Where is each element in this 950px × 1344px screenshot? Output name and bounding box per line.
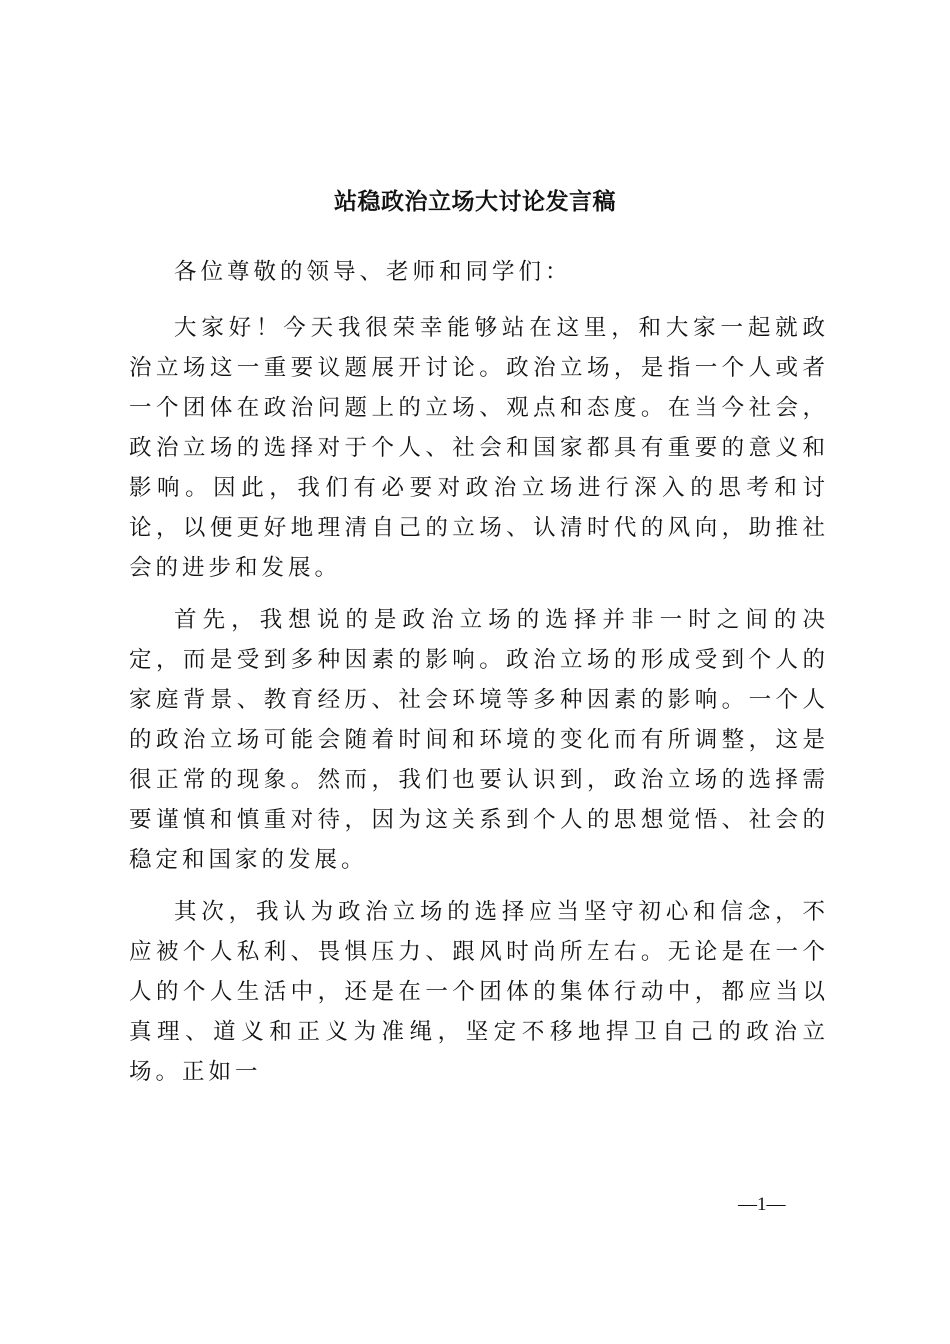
page-title: 站稳政治立场大讨论发言稿 — [334, 188, 616, 215]
paragraph-intro: 大家好！今天我很荣幸能够站在这里，和大家一起就政治立场这一重要议题展开讨论。政治立场，是指一个人或者一个团体在政治问题上的立场、观点和态度。在当今社会，政治立场的选择对于个人、社会和国家都具有重要的意义和影响。因此，我们有必要对政治立场进行深入的思考和讨论，以便更好地理清自己的立场、认清时代的风向，助推社会的进步和发展。 — [129, 315, 829, 581]
paragraph-first-point: 首先，我想说的是政治立场的选择并非一时之间的决定，而是受到多种因素的影响。政治立场的形成受到个人的家庭背景、教育经历、社会环境等多种因素的影响。一个人的政治立场可能会随着时间和环境的变化而有所调整，这是很正常的现象。然而，我们也要认识到，政治立场的选择需要谨慎和慎重对待，因为这关系到个人的思想觉悟、社会的稳定和国家的发展。 — [129, 607, 829, 873]
body-text — [129, 252, 829, 1104]
paragraph-salutation: 各位尊敬的领导、老师和同学们： — [174, 259, 572, 285]
paragraph-second-point: 其次，我认为政治立场的选择应当坚守初心和信念，不应被个人私利、畏惧压力、跟风时尚所左右。无论是在一个人的个人生活中，还是在一个团体的集体行动中，都应当以真理、道义和正义为准绳，坚定不移地捍卫自己的政治立场。正如一 — [129, 899, 829, 1085]
page-number: —1— — [738, 1194, 786, 1215]
